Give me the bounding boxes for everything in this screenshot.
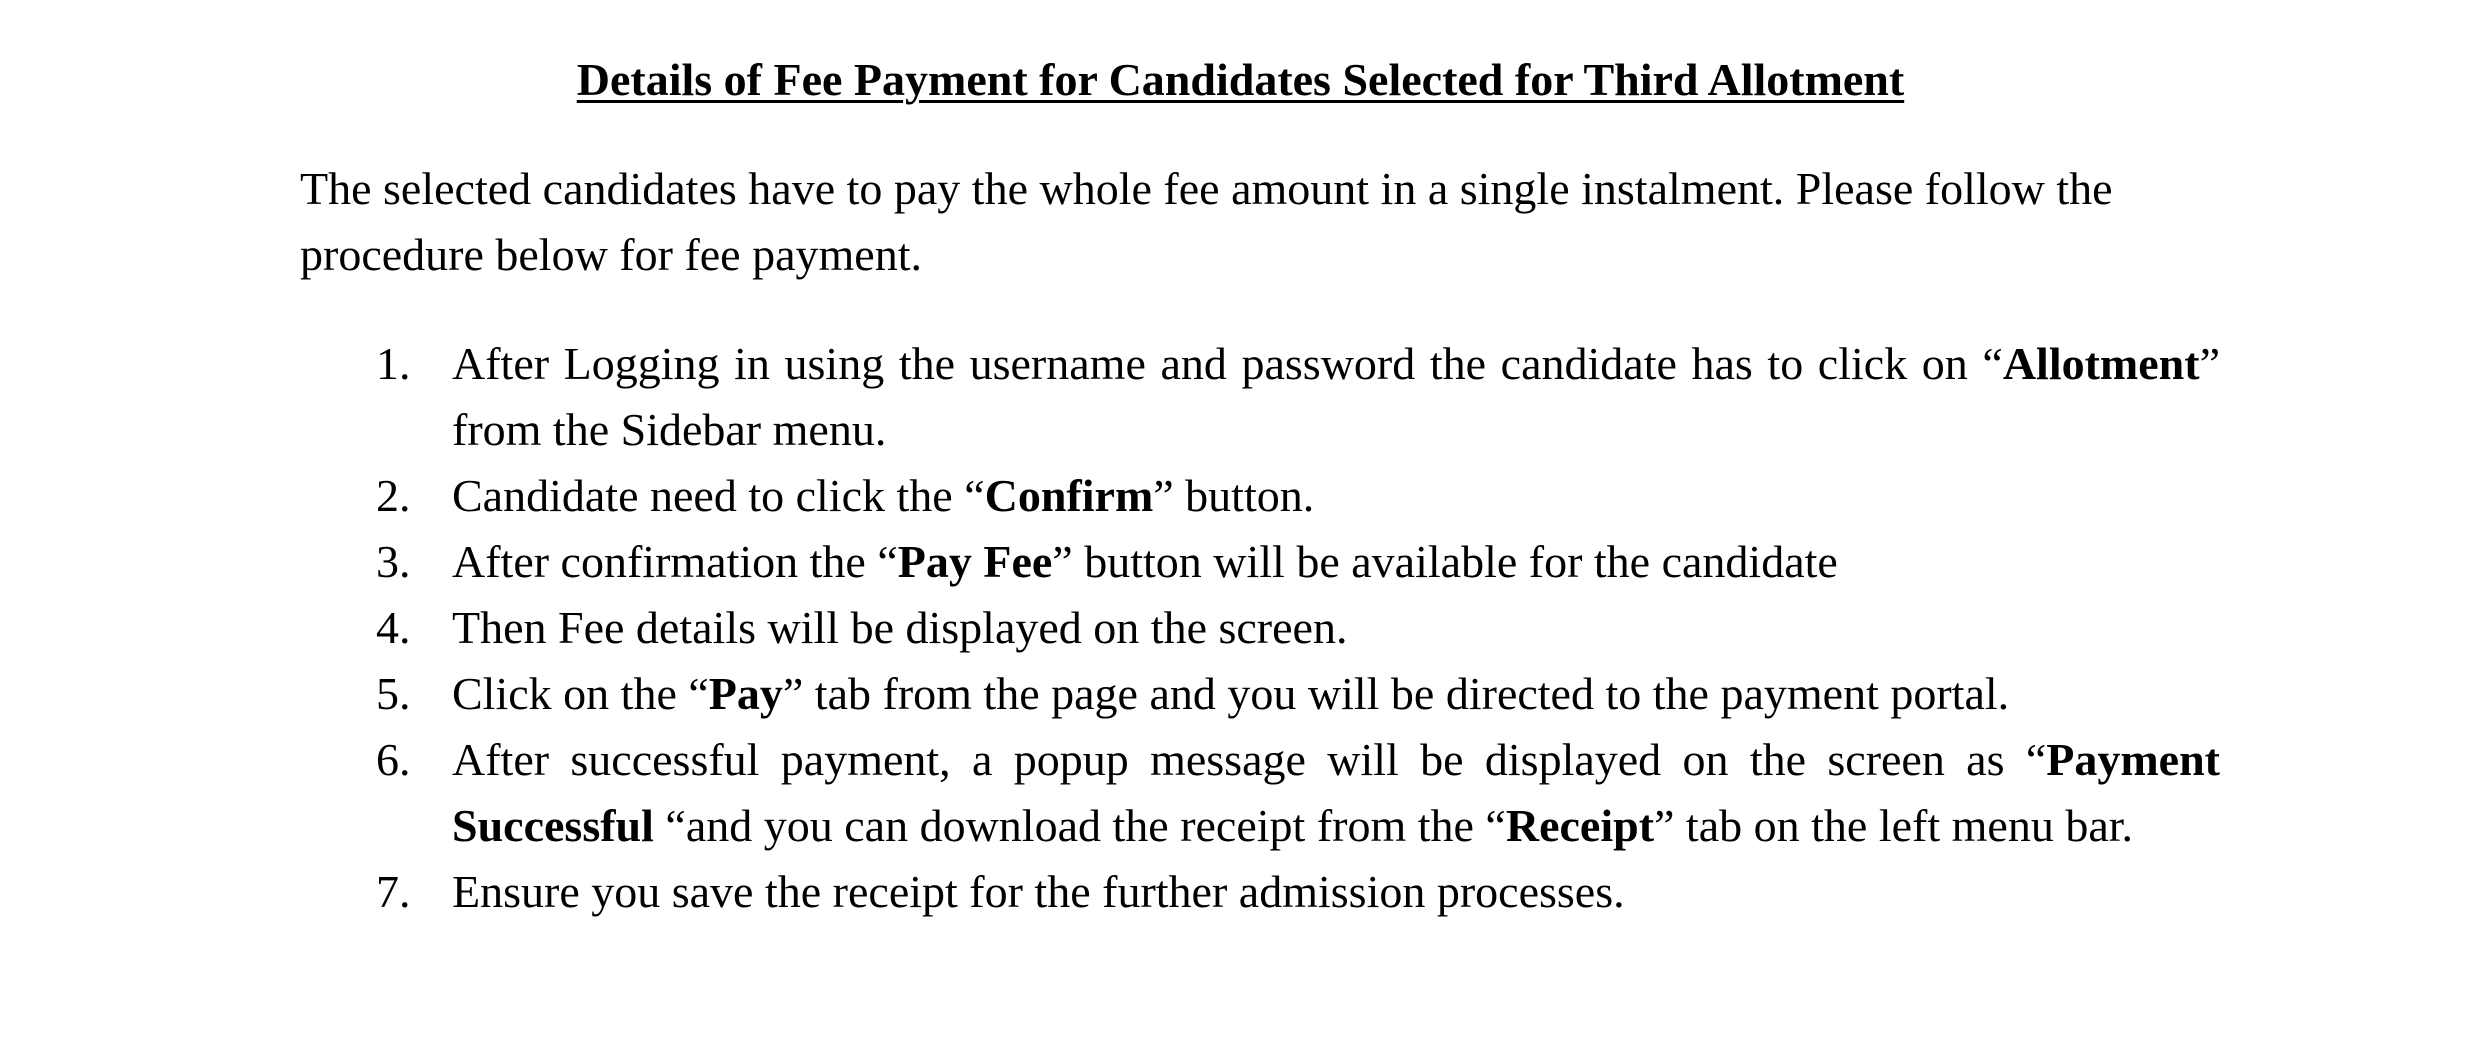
step-text: Then Fee details will be displayed on the screen. xyxy=(452,602,1348,653)
step-text: ” tab from the page and you will be directed to the payment portal. xyxy=(782,668,2010,719)
step-text: After confirmation the “ xyxy=(452,536,898,587)
step-text: “and you can download the receipt from the “ xyxy=(653,800,1506,851)
step-number: 4. xyxy=(376,602,411,653)
step-text: Ensure you save the receipt for the further admission processes. xyxy=(452,866,1625,917)
step-emphasis-pay-fee: Pay Fee xyxy=(897,536,1053,587)
step-item xyxy=(370,463,2220,529)
step-text: ” button. xyxy=(1153,470,1315,521)
step-emphasis-allotment: Allotment xyxy=(2002,338,2200,389)
step-item xyxy=(370,595,2220,661)
step-emphasis-confirm: Confirm xyxy=(984,470,1154,521)
fee-payment-steps xyxy=(370,331,2220,925)
step-item xyxy=(370,529,2220,595)
step-number: 1. xyxy=(376,338,411,389)
document-title: Details of Fee Payment for Candidates Selected for Third Allotment xyxy=(576,54,1905,105)
intro-paragraph: The selected candidates have to pay the whole fee amount in a single instalment. Please follow the procedure below for fee payment. xyxy=(300,163,2113,280)
step-text: After successful payment, a popup message will be displayed on the screen as “ xyxy=(452,734,2047,785)
step-number: 6. xyxy=(376,734,411,785)
step-text: Click on the “ xyxy=(452,668,709,719)
step-emphasis-pay: Pay xyxy=(708,668,783,719)
step-text: ” from the Sidebar menu. xyxy=(452,338,2220,455)
step-number: 7. xyxy=(376,866,411,917)
step-item xyxy=(370,331,2220,463)
step-emphasis-payment-successful: Payment Successful xyxy=(452,734,2220,851)
step-text: After Logging in using the username and password the candidate has to click on “ xyxy=(452,338,2003,389)
step-text: ” button will be available for the candidate xyxy=(1052,536,1838,587)
step-item xyxy=(370,859,2220,925)
step-emphasis-receipt: Receipt xyxy=(1505,800,1655,851)
step-text: ” tab on the left menu bar. xyxy=(1654,800,2134,851)
step-number: 5. xyxy=(376,668,411,719)
step-item xyxy=(370,727,2220,859)
step-number: 3. xyxy=(376,536,411,587)
step-item xyxy=(370,661,2220,727)
step-text: Candidate need to click the “ xyxy=(452,470,985,521)
step-number: 2. xyxy=(376,470,411,521)
